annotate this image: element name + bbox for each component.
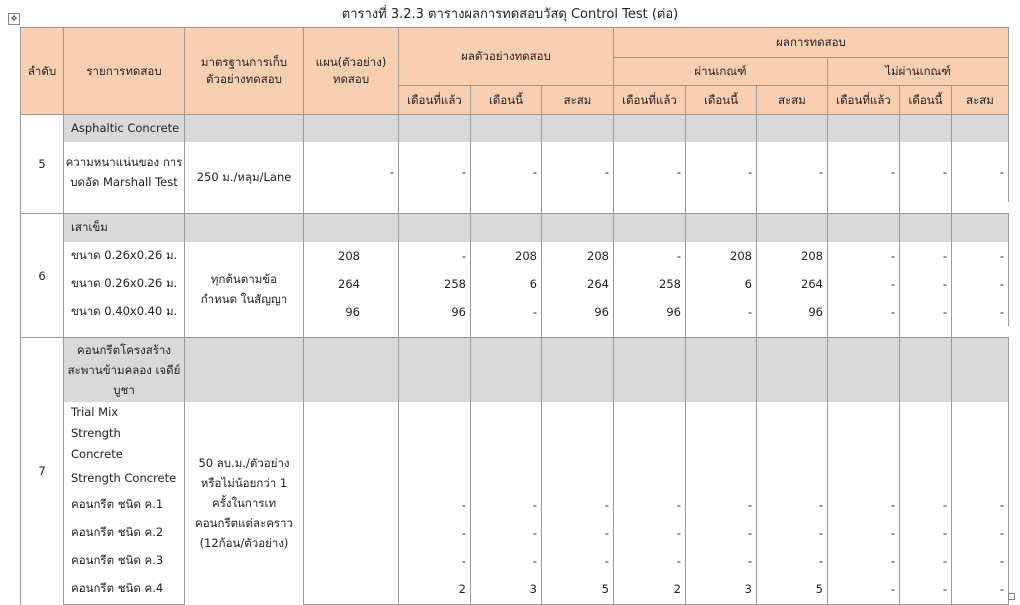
group-title-row [21, 115, 1009, 142]
spacer-cell [900, 202, 952, 214]
row-standard: ทุกต้นตามข้อกำหนด ในสัญญา [185, 242, 304, 338]
cell-pass-this-month: - [686, 547, 757, 575]
spacer-cell [64, 326, 185, 338]
row-plan [304, 465, 399, 491]
cell-samples-last-month [399, 465, 471, 491]
header-samples-group: ผลตัวอย่างทดสอบ [399, 28, 614, 86]
cell-fail-last-month: - [828, 142, 900, 202]
cell-samples-cumulative: - [542, 519, 614, 547]
cell-pass-cumulative [757, 402, 828, 465]
cell-samples-last-month: - [399, 242, 471, 270]
group-title-filler [185, 338, 304, 402]
row-standard: 50 ลบ.ม./ตัวอย่าง หรือไม่น้อยกว่า 1 ครั้งในการเท คอนกรีตแต่ละคราว (12ก้อน/ตัวอย่าง) [185, 402, 304, 605]
spacer-cell [686, 202, 757, 214]
cell-samples-this-month: 208 [471, 242, 542, 270]
group-title-filler [952, 214, 1009, 242]
cell-pass-cumulative: - [757, 547, 828, 575]
table-row [21, 242, 1009, 270]
table-move-handle-icon[interactable]: ✥ [8, 13, 20, 25]
header-samples-last-month: เดือนที่แล้ว [399, 86, 471, 115]
cell-fail-this-month [900, 465, 952, 491]
header-fail-group: ไม่ผ่านเกณฑ์ [828, 58, 1009, 86]
table-row [21, 142, 1009, 202]
spacer-cell [471, 326, 542, 338]
table-row [21, 547, 1009, 575]
group-seq: 6 [21, 214, 64, 338]
cell-pass-last-month: - [614, 547, 686, 575]
cell-samples-cumulative: - [542, 142, 614, 202]
group-title: คอนกรีตโครงสร้าง สะพานข้ามคลอง เจดีย์บูชา [64, 338, 185, 402]
cell-samples-last-month: 258 [399, 270, 471, 298]
cell-samples-this-month: - [471, 519, 542, 547]
header-results-group: ผลการทดสอบ [614, 28, 1009, 58]
row-item: ขนาด 0.40x0.40 ม. [64, 298, 185, 326]
group-title-filler [399, 115, 471, 142]
cell-samples-this-month: 6 [471, 270, 542, 298]
table-row [21, 402, 1009, 465]
group-title-filler [304, 115, 399, 142]
group-title: เสาเข็ม [64, 214, 185, 242]
group-seq: 7 [21, 338, 64, 605]
row-plan: - [304, 142, 399, 202]
row-plan: 264 [304, 270, 399, 298]
cell-fail-last-month: - [828, 547, 900, 575]
cell-fail-last-month: - [828, 575, 900, 605]
cell-fail-cumulative: - [952, 298, 1009, 326]
cell-fail-cumulative: - [952, 270, 1009, 298]
cell-pass-this-month: - [686, 298, 757, 326]
spacer-cell [828, 326, 900, 338]
cell-pass-last-month: 96 [614, 298, 686, 326]
cell-samples-this-month: - [471, 298, 542, 326]
row-item: คอนกรีต ชนิด ค.3 [64, 547, 185, 575]
cell-fail-this-month: - [900, 270, 952, 298]
cell-pass-last-month: 2 [614, 575, 686, 605]
group-title-filler [900, 214, 952, 242]
header-pass-this-month: เดือนนี้ [686, 86, 757, 115]
group-title-filler [399, 214, 471, 242]
group-seq: 5 [21, 115, 64, 214]
cell-samples-this-month: - [471, 142, 542, 202]
header-standard: มาตรฐานการเก็บ ตัวอย่างทดสอบ [185, 28, 304, 115]
group-title-filler [757, 214, 828, 242]
header-samples-cumulative: สะสม [542, 86, 614, 115]
header-fail-cumulative: สะสม [952, 86, 1009, 115]
table-header [21, 28, 1009, 115]
row-item: ขนาด 0.26x0.26 ม. [64, 242, 185, 270]
header-plan: แผน(ตัวอย่าง) ทดสอบ [304, 28, 399, 115]
row-item: คอนกรีต ชนิด ค.1 [64, 491, 185, 519]
cell-pass-cumulative: 264 [757, 270, 828, 298]
group-title-filler [952, 338, 1009, 402]
spacer-cell [64, 202, 185, 214]
cell-fail-last-month [828, 465, 900, 491]
cell-pass-cumulative: - [757, 519, 828, 547]
cell-pass-last-month: - [614, 242, 686, 270]
spacer-cell [304, 202, 399, 214]
cell-pass-cumulative [757, 465, 828, 491]
table-row [21, 270, 1009, 298]
header-fail-this-month: เดือนนี้ [900, 86, 952, 115]
group-title: Asphaltic Concrete [64, 115, 185, 142]
control-test-table [20, 27, 1009, 605]
cell-fail-cumulative: - [952, 142, 1009, 202]
row-item: คอนกรีต ชนิด ค.2 [64, 519, 185, 547]
spacer-cell [471, 202, 542, 214]
cell-samples-last-month: 2 [399, 575, 471, 605]
cell-samples-cumulative: 5 [542, 575, 614, 605]
cell-fail-cumulative: - [952, 519, 1009, 547]
cell-pass-cumulative: - [757, 142, 828, 202]
group-title-filler [828, 338, 900, 402]
cell-fail-this-month: - [900, 491, 952, 519]
cell-pass-last-month: 258 [614, 270, 686, 298]
group-title-filler [542, 214, 614, 242]
cell-pass-cumulative: 96 [757, 298, 828, 326]
row-item: คอนกรีต ชนิด ค.4 [64, 575, 185, 605]
cell-samples-cumulative [542, 465, 614, 491]
group-title-filler [614, 338, 686, 402]
cell-fail-last-month [828, 402, 900, 465]
row-plan [304, 547, 399, 575]
cell-fail-this-month: - [900, 575, 952, 605]
cell-pass-this-month: - [686, 491, 757, 519]
cell-pass-cumulative: - [757, 491, 828, 519]
cell-pass-cumulative: 208 [757, 242, 828, 270]
cell-pass-this-month: 6 [686, 270, 757, 298]
cell-fail-this-month: - [900, 519, 952, 547]
row-plan [304, 519, 399, 547]
cell-samples-cumulative [542, 402, 614, 465]
cell-samples-last-month: 96 [399, 298, 471, 326]
spacer-cell [304, 326, 399, 338]
spacer-cell [828, 202, 900, 214]
cell-samples-cumulative: 264 [542, 270, 614, 298]
group-title-filler [828, 214, 900, 242]
row-standard: 250 ม./หลุม/Lane [185, 142, 304, 214]
group-title-filler [952, 115, 1009, 142]
cell-pass-cumulative: 5 [757, 575, 828, 605]
row-item: ขนาด 0.26x0.26 ม. [64, 270, 185, 298]
group-title-filler [471, 115, 542, 142]
cell-fail-last-month: - [828, 242, 900, 270]
table-row [21, 575, 1009, 605]
cell-samples-last-month: - [399, 519, 471, 547]
spacer-cell [757, 326, 828, 338]
group-title-filler [686, 338, 757, 402]
spacer-cell [757, 202, 828, 214]
header-seq: ลำดับ [21, 28, 64, 115]
group-title-filler [185, 214, 304, 242]
cell-pass-this-month: - [686, 142, 757, 202]
header-pass-last-month: เดือนที่แล้ว [614, 86, 686, 115]
group-title-filler [542, 338, 614, 402]
group-title-filler [757, 338, 828, 402]
cell-samples-last-month [399, 402, 471, 465]
group-title-filler [185, 115, 304, 142]
row-plan [304, 575, 399, 605]
cell-samples-this-month: 3 [471, 575, 542, 605]
cell-samples-cumulative: 208 [542, 242, 614, 270]
row-plan: 96 [304, 298, 399, 326]
cell-samples-cumulative: - [542, 491, 614, 519]
row-plan [304, 491, 399, 519]
cell-fail-last-month: - [828, 519, 900, 547]
group-title-filler [686, 214, 757, 242]
row-plan: 208 [304, 242, 399, 270]
table-caption: ตารางที่ 3.2.3 ตารางผลการทดสอบวัสดุ Control Test (ต่อ) [341, 7, 679, 22]
cell-fail-last-month: - [828, 270, 900, 298]
cell-pass-this-month: - [686, 519, 757, 547]
group-title-filler [900, 115, 952, 142]
row-plan [304, 402, 399, 465]
table-row [21, 465, 1009, 491]
group-title-filler [471, 338, 542, 402]
group-title-filler [757, 115, 828, 142]
header-pass-cumulative: สะสม [757, 86, 828, 115]
group-title-filler [399, 338, 471, 402]
cell-pass-last-month: - [614, 142, 686, 202]
cell-pass-this-month: 3 [686, 575, 757, 605]
cell-samples-this-month: - [471, 547, 542, 575]
group-title-filler [304, 338, 399, 402]
group-title-filler [900, 338, 952, 402]
cell-fail-cumulative: - [952, 242, 1009, 270]
cell-pass-last-month: - [614, 519, 686, 547]
spacer-cell [399, 326, 471, 338]
table-body [21, 115, 1009, 605]
cell-pass-this-month [686, 402, 757, 465]
cell-samples-cumulative: 96 [542, 298, 614, 326]
cell-pass-this-month: 208 [686, 242, 757, 270]
spacer-cell [686, 326, 757, 338]
row-item: ความหนาแน่นของ การบดอัด Marshall Test [64, 142, 185, 202]
cell-fail-cumulative: - [952, 575, 1009, 605]
cell-pass-last-month [614, 402, 686, 465]
spacer-cell [542, 202, 614, 214]
cell-samples-last-month: - [399, 491, 471, 519]
cell-fail-cumulative [952, 402, 1009, 465]
group-title-filler [304, 214, 399, 242]
group-title-filler [542, 115, 614, 142]
group-title-filler [614, 214, 686, 242]
cell-samples-last-month: - [399, 547, 471, 575]
cell-fail-last-month: - [828, 298, 900, 326]
table-row [21, 298, 1009, 326]
row-item: Strength Concrete [64, 465, 185, 491]
cell-samples-this-month [471, 465, 542, 491]
cell-fail-cumulative: - [952, 491, 1009, 519]
cell-fail-this-month: - [900, 547, 952, 575]
group-spacer-row [21, 202, 1009, 214]
group-title-filler [471, 214, 542, 242]
cell-samples-cumulative: - [542, 547, 614, 575]
row-item: Trial Mix Strength Concrete [64, 402, 185, 465]
cell-fail-this-month: - [900, 142, 952, 202]
cell-samples-last-month: - [399, 142, 471, 202]
header-item: รายการทดสอบ [64, 28, 185, 115]
group-title-filler [828, 115, 900, 142]
group-title-row [21, 214, 1009, 242]
spacer-cell [542, 326, 614, 338]
cell-samples-this-month: - [471, 491, 542, 519]
cell-fail-cumulative: - [952, 547, 1009, 575]
table-row [21, 519, 1009, 547]
group-title-row [21, 338, 1009, 402]
header-fail-last-month: เดือนที่แล้ว [828, 86, 900, 115]
cell-fail-cumulative [952, 465, 1009, 491]
cell-fail-this-month: - [900, 298, 952, 326]
cell-pass-last-month: - [614, 491, 686, 519]
group-title-filler [614, 115, 686, 142]
table-row [21, 491, 1009, 519]
header-pass-group: ผ่านเกณฑ์ [614, 58, 828, 86]
spacer-cell [614, 326, 686, 338]
cell-pass-this-month [686, 465, 757, 491]
cell-pass-last-month [614, 465, 686, 491]
cell-fail-last-month: - [828, 491, 900, 519]
group-spacer-row [21, 326, 1009, 338]
cell-samples-this-month [471, 402, 542, 465]
spacer-cell [399, 202, 471, 214]
cell-fail-this-month [900, 402, 952, 465]
spacer-cell [614, 202, 686, 214]
cell-fail-this-month: - [900, 242, 952, 270]
header-samples-this-month: เดือนนี้ [471, 86, 542, 115]
spacer-cell [900, 326, 952, 338]
group-title-filler [686, 115, 757, 142]
